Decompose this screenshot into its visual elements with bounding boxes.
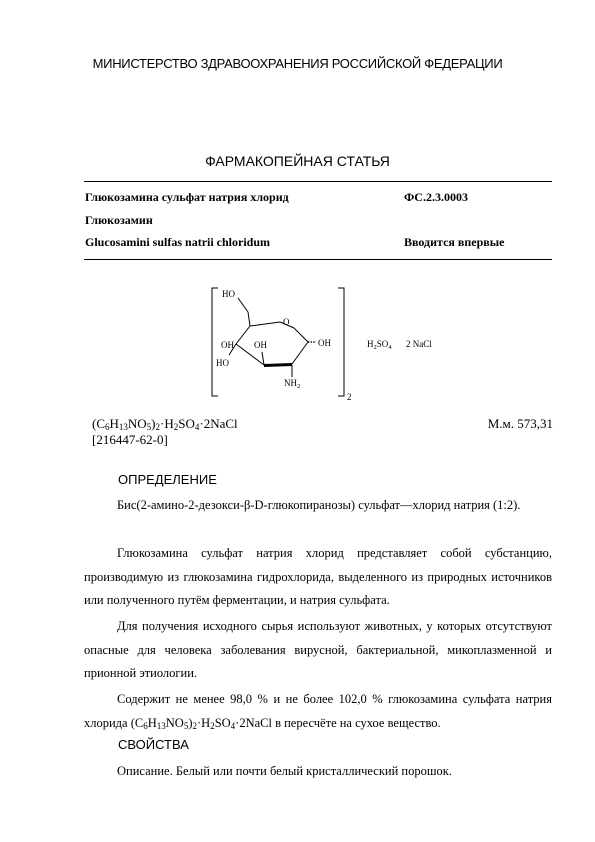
ring-bond: [292, 342, 308, 364]
left-bracket: [212, 288, 218, 396]
definition-heading: ОПРЕДЕЛЕНИЕ: [118, 472, 217, 487]
molecular-formula: $(C_6H_{13}NO_5)_2\cdot H_2SO_4\cdot 2NaCl$: [92, 416, 238, 432]
ring-bold-bond: [264, 363, 292, 367]
ch2oh-bond: [238, 298, 248, 312]
content-paragraph: Содержит не менее 98,0 % и не более 102,0 % глюкозамина сульфата натрия хлорида $(C_6H_{13}NO_5)_2\cdot H_2SO_4\cdot 2NaCl$ в пересчёте на сухое вещество.: [84, 692, 552, 731]
structural-formula: [200, 280, 470, 405]
origin-paragraph: Глюкозамина сульфат натрия хлорид представляет собой субстанцию, производимую из глюкозамина гидрохлорида, выделенного из природных источников или полученного путём ферментации, и натрия сульфата.: [84, 546, 552, 607]
oh-mid-label: OH: [254, 340, 267, 350]
monograph-status: Вводится впервые: [404, 235, 505, 249]
nacl-label: 2 NaCl: [406, 339, 432, 349]
right-bracket: [338, 288, 344, 396]
ch2-bond: [248, 312, 250, 326]
chemical-name-paragraph: Бис(2-амино-2-дезокси-β-D-глюкопиранозы) сульфат—хлорид натрия (1:2).: [117, 498, 521, 512]
description-paragraph: [84, 760, 552, 784]
header-bottom-rule: [84, 259, 552, 260]
oh-left-label: OH: [221, 340, 234, 350]
ring-bond: [236, 326, 250, 344]
article-type-title: ФАРМАКОПЕЙНАЯ СТАТЬЯ: [205, 153, 390, 169]
properties-heading: СВОЙСТВА: [118, 737, 189, 752]
h2so4-label: $H_2SO_4$: [367, 339, 392, 351]
cas-number: [216447-62-0]: [92, 432, 168, 447]
monograph-synonym: Глюкозамин: [85, 213, 153, 227]
ho-top-label: HO: [222, 289, 235, 299]
description-text: Белый или почти белый кристаллический порошок.: [172, 764, 452, 778]
ring-bond: [294, 328, 308, 342]
oh-right-label: OH: [318, 338, 331, 348]
monograph-name-latin: Glucosamini sulfas natrii chloridum: [85, 235, 271, 249]
ministry-title: МИНИСТЕРСТВО ЗДРАВООХРАНЕНИЯ РОССИЙСКОЙ ФЕДЕРАЦИИ: [92, 56, 503, 71]
monograph-code: ФС.2.3.0003: [404, 190, 468, 204]
ring-bond: [250, 322, 280, 326]
monograph-name-ru: Глюкозамина сульфат натрия хлорид: [85, 190, 289, 204]
raw-material-paragraph: Для получения исходного сырья используют животных, у которых отсутствуют опасные для человека заболевания вирусной, бактериальной, микоплазменной и прионной этиологии.: [84, 619, 552, 680]
ho-left-label: HO: [216, 358, 229, 368]
bracket-subscript: 2: [347, 392, 352, 402]
nh2-label: $NH_2$: [284, 378, 301, 390]
header-top-rule: [84, 181, 552, 182]
description-label: Описание.: [117, 764, 173, 778]
molecular-weight: М.м. 573,31: [487, 416, 553, 431]
ring-oxygen-label: O: [283, 317, 290, 327]
c3-oh-bond: [262, 352, 264, 365]
